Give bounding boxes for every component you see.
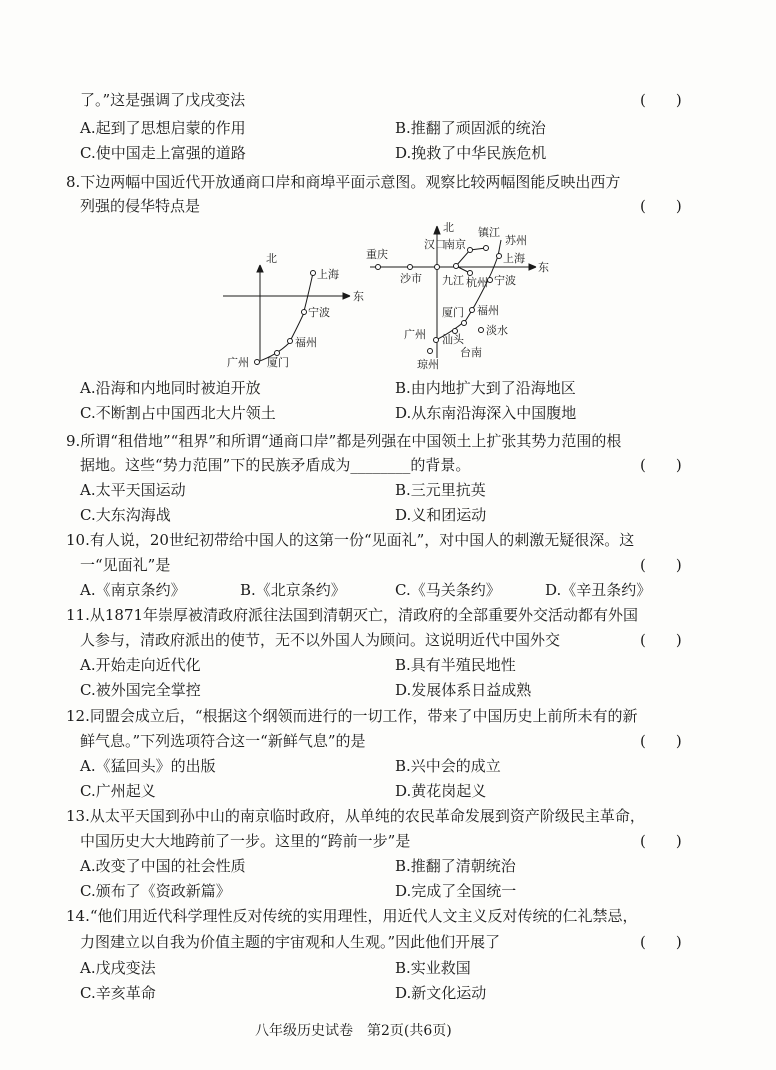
- map1-city-label: 厦门: [267, 356, 289, 369]
- q11-option-d[interactable]: D.发展体系日益成熟: [395, 681, 532, 699]
- map2-city-ningbo-marker: [488, 278, 493, 283]
- q9-option-c[interactable]: C.大东沟海战: [80, 506, 171, 524]
- q13-option-d[interactable]: D.完成了全国统一: [395, 882, 517, 900]
- map2-city-nanjing-marker: [468, 248, 473, 253]
- map1-city-guangzhou-marker: [255, 360, 260, 365]
- map2-city-jiujiang-marker: [454, 264, 459, 269]
- map2-north-arrow: [434, 226, 440, 234]
- q8-stem-line1: 8.下边两幅中国近代开放通商口岸和商埠平面示意图。观察比较两幅图能反映出西方: [66, 173, 621, 191]
- q11-stem-line2: 人参与，清政府派出的使节，无不以外国人为顾问。这说明近代中国外交: [80, 631, 561, 649]
- map2-city-fuzhou-marker: [470, 308, 475, 313]
- q8-option-a[interactable]: A.沿海和内地同时被迫开放: [80, 379, 261, 397]
- q12-answer-paren[interactable]: ( ): [640, 732, 682, 750]
- map1-city-label: 宁波: [308, 306, 330, 319]
- q13-option-b[interactable]: B.推翻了清朝统治: [395, 857, 516, 875]
- q7-stem-tail: 了。”这是强调了戊戌变法: [80, 91, 246, 109]
- q14-stem-line1: 14.“他们用近代科学理性反对传统的实用理性，用近代人文主义反对传统的仁礼禁忌，: [66, 907, 638, 925]
- map2-city-shanghai-marker: [497, 254, 502, 259]
- map1-city-shanghai-marker: [311, 271, 316, 276]
- q11-option-b[interactable]: B.具有半殖民地性: [395, 656, 516, 674]
- map2-north-label: 北: [443, 221, 454, 234]
- q12-option-d[interactable]: D.黄花岗起义: [395, 782, 487, 800]
- map2-city-label: 沙市: [400, 272, 422, 285]
- q9-option-b[interactable]: B.三元里抗英: [395, 481, 486, 499]
- q8-option-c[interactable]: C.不断割占中国西北大片领土: [80, 404, 276, 422]
- q10-option-c[interactable]: C.《马关条约》: [395, 581, 501, 599]
- map1-north-arrow: [257, 265, 263, 272]
- q11-answer-paren[interactable]: ( ): [640, 631, 682, 649]
- q10-answer-paren[interactable]: ( ): [640, 556, 682, 574]
- map2-city-label: 九江: [442, 274, 464, 287]
- map2-east-arrow: [529, 264, 536, 270]
- map1-east-arrow: [343, 293, 350, 299]
- q11-option-c[interactable]: C.被外国完全掌控: [80, 681, 201, 699]
- map2-city-shashi-marker: [408, 265, 413, 270]
- map1-city-xiamen-marker: [275, 351, 280, 356]
- q10-option-a[interactable]: A.《南京条约》: [80, 581, 186, 599]
- q7-option-c[interactable]: C.使中国走上富强的道路: [80, 144, 246, 162]
- map2-city-label: 南京: [444, 238, 466, 251]
- q13-option-a[interactable]: A.改变了中国的社会性质: [80, 857, 246, 875]
- map2-city-zhenjiang-marker: [484, 246, 489, 251]
- q8-option-d[interactable]: D.从东南沿海深入中国腹地: [395, 404, 577, 422]
- map2-city-qiongzhou-marker: [428, 349, 433, 354]
- q9-option-a[interactable]: A.太平天国运动: [80, 481, 186, 499]
- q14-option-d[interactable]: D.新文化运动: [395, 984, 487, 1002]
- q7-option-d[interactable]: D.挽救了中华民族危机: [395, 144, 547, 162]
- q10-stem-line1: 10.有人说，20世纪初带给中国人的这第一份“见面礼”，对中国人的刺激无疑很深。这: [66, 531, 635, 549]
- q8-answer-paren[interactable]: ( ): [640, 197, 682, 215]
- q14-stem-line2: 力图建立以自我为价值主题的宇宙观和人生观。”因此他们开展了: [80, 933, 501, 951]
- q7-answer-paren[interactable]: ( ): [640, 91, 682, 109]
- map2-city-hangzhou-marker: [468, 271, 473, 276]
- map1-city-label: 上海: [317, 268, 339, 281]
- map2-city-label: 苏州: [505, 234, 527, 247]
- map2-city-xiamen-marker: [462, 321, 467, 326]
- q13-stem-line1: 13.从太平天国到孙中山的南京临时政府，从单纯的农民革命发展到资产阶级民主革命，: [66, 807, 645, 825]
- map2-city-hankou-marker: [435, 265, 440, 270]
- map1-east-label: 东: [353, 290, 364, 303]
- q14-option-a[interactable]: A.戊戌变法: [80, 959, 156, 977]
- q12-option-c[interactable]: C.广州起义: [80, 782, 156, 800]
- q7-option-b[interactable]: B.推翻了顽固派的统治: [395, 119, 546, 137]
- map2-city-label: 汉口: [424, 238, 446, 251]
- map2-city-label: 汕头: [442, 333, 464, 346]
- map2-city-label: 厦门: [442, 306, 464, 319]
- q12-stem-line1: 12.同盟会成立后，“根据这个纲领而进行的一切工作，带来了中国历史上前所未有的新: [66, 707, 638, 725]
- q10-option-d[interactable]: D.《辛丑条约》: [545, 581, 652, 599]
- q12-option-a[interactable]: A.《猛回头》的出版: [80, 757, 216, 775]
- q7-option-a[interactable]: A.起到了思想启蒙的作用: [80, 119, 246, 137]
- q14-option-b[interactable]: B.实业救国: [395, 959, 471, 977]
- q9-stem-line2: 据地。这些“势力范围”下的民族矛盾成为________的背景。: [80, 456, 471, 474]
- q14-option-c[interactable]: C.辛亥革命: [80, 984, 156, 1002]
- map2-city-label: 淡水: [486, 324, 508, 337]
- map2-city-label: 福州: [477, 304, 499, 317]
- map2-city-label: 宁波: [494, 274, 516, 287]
- q10-stem-line2: 一“见面礼”是: [80, 556, 171, 574]
- map2-city-guangzhou-marker: [434, 338, 439, 343]
- q8-map-inland: [360, 218, 560, 378]
- q14-answer-paren[interactable]: ( ): [640, 933, 682, 951]
- map2-city-label: 镇江: [478, 226, 500, 239]
- q13-stem-line2: 中国历史大大地跨前了一步。这里的“跨前一步”是: [80, 832, 411, 850]
- map2-city-label: 重庆: [366, 248, 388, 261]
- q9-stem-line1: 9.所谓“租借地”“租界”和所谓“通商口岸”都是列强在中国领土上扩张其势力范围的根: [66, 432, 622, 450]
- map2-city-label: 上海: [503, 252, 525, 265]
- q9-option-d[interactable]: D.义和团运动: [395, 506, 487, 524]
- map2-east-label: 东: [538, 261, 549, 274]
- map1-city-label: 广州: [227, 356, 249, 369]
- map2-city-label: 台南: [460, 346, 482, 359]
- q12-option-b[interactable]: B.兴中会的成立: [395, 757, 501, 775]
- q8-stem-line2: 列强的侵华特点是: [80, 197, 201, 215]
- map1-north-label: 北: [266, 252, 277, 265]
- map1-city-fuzhou-marker: [288, 339, 293, 344]
- q13-option-c[interactable]: C.颁布了《资政新篇》: [80, 882, 231, 900]
- page-footer: 八年级历史试卷 第2页(共6页): [255, 1023, 452, 1039]
- q13-answer-paren[interactable]: ( ): [640, 832, 682, 850]
- q12-stem-line2: 鲜气息。”下列选项符合这一“新鲜气息”的是: [80, 732, 366, 750]
- map2-city-danshui-marker: [479, 328, 484, 333]
- q8-map-coastal: [215, 240, 365, 375]
- q10-option-b[interactable]: B.《北京条约》: [240, 581, 346, 599]
- map2-city-label: 杭州: [466, 276, 488, 289]
- q11-stem-line1: 11.从1871年崇厚被清政府派往法国到清朝灭亡，清政府的全部重要外交活动都有外国: [66, 606, 639, 624]
- map2-city-label: 广州: [404, 328, 426, 341]
- map1-city-ningbo-marker: [302, 310, 307, 315]
- q9-answer-paren[interactable]: ( ): [640, 456, 682, 474]
- map2-city-label: 琼州: [417, 358, 439, 371]
- map1-city-label: 福州: [295, 336, 317, 349]
- q8-option-b[interactable]: B.由内地扩大到了沿海地区: [395, 379, 576, 397]
- map2-city-chongqing-marker: [376, 265, 381, 270]
- q11-option-a[interactable]: A.开始走向近代化: [80, 656, 201, 674]
